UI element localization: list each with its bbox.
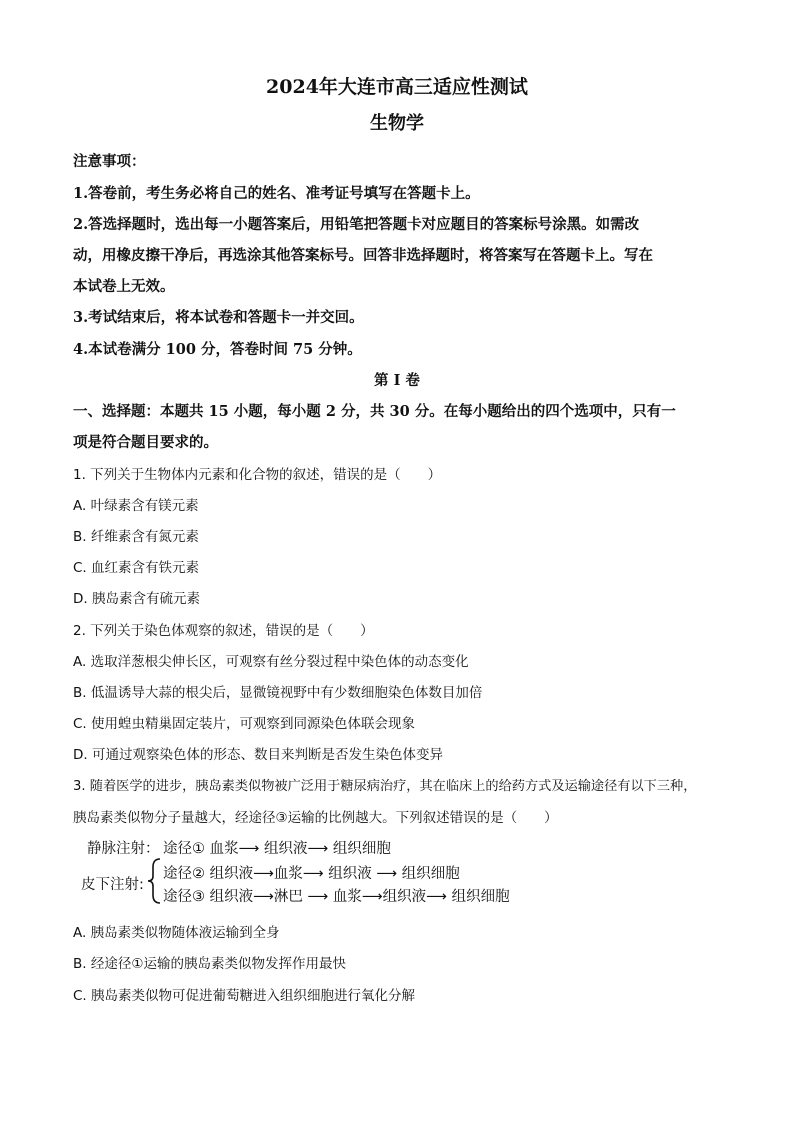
iv-injection-label: 静脉注射： — [87, 841, 160, 857]
question-stem-cont: 胰岛素类似物分子量越大，经途径③运输的比例越大。下列叙述错误的是（ ） — [73, 810, 558, 826]
option-d: D. 胰岛素含有硫元素 — [73, 591, 200, 607]
notice-line: 4.本试卷满分 100 分，答卷时间 75 分钟。 — [73, 341, 362, 358]
sc-injection-label: 皮下注射: — [81, 877, 144, 893]
volume-label: 第 I 卷 — [374, 372, 420, 389]
question-stem: 3. 随着医学的进步，胰岛素类似物被广泛用于糖尿病治疗，其在临床上的给药方式及运输途径有以下三种， — [73, 779, 697, 794]
section-heading: 一、选择题：本题共 15 小题，每小题 2 分，共 30 分。在每小题给出的四个选项中，只有一 — [73, 403, 676, 420]
option-b: B. 经途径①运输的胰岛素类似物发挥作用最快 — [73, 956, 346, 972]
notice-line: 3.考试结束后，将本试卷和答题卡一并交回。 — [73, 309, 364, 326]
notice-line: 2.答选择题时，选出每一小题答案后，用铅笔把答题卡对应题目的答案标号涂黑。如需改 — [73, 216, 640, 233]
option-a: A. 叶绿素含有镁元素 — [73, 498, 199, 514]
option-b: B. 低温诱导大蒜的根尖后，显微镜视野中有少数细胞染色体数目加倍 — [73, 685, 483, 701]
option-c: C. 使用蝗虫精巢固定装片，可观察到同源染色体联会现象 — [73, 716, 416, 732]
option-c: C. 血红素含有铁元素 — [73, 560, 200, 576]
question-stem: 2. 下列关于染色体观察的叙述，错误的是（ ） — [73, 623, 374, 639]
option-c: C. 胰岛素类似物可促进葡萄糖进入组织细胞进行氧化分解 — [73, 988, 416, 1004]
question-stem: 1. 下列关于生物体内元素和化合物的叙述，错误的是（ ） — [73, 467, 442, 483]
section-heading-cont: 项是符合题目要求的。 — [73, 434, 218, 451]
notice-heading: 注意事项： — [73, 153, 146, 170]
option-a: A. 选取洋葱根尖伸长区，可观察有丝分裂过程中染色体的动态变化 — [73, 654, 469, 670]
option-d: D. 可通过观察染色体的形态、数目来判断是否发生染色体变异 — [73, 747, 443, 763]
route-2: 途径② 组织液⟶血浆⟶ 组织液 ⟶ 组织细胞 — [163, 866, 460, 882]
notice-line: 动，用橡皮擦干净后，再选涂其他答案标号。回答非选择题时，将答案写在答题卡上。写在 — [73, 247, 653, 264]
option-b: B. 纤维素含有氮元素 — [73, 529, 199, 545]
subject-title: 生物学 — [370, 113, 424, 134]
notice-line: 1.答卷前，考生务必将自己的姓名、准考证号填写在答题卡上。 — [73, 185, 480, 202]
option-a: A. 胰岛素类似物随体液运输到全身 — [73, 925, 280, 941]
exam-title: 2024年大连市高三适应性测试 — [266, 76, 528, 98]
route-3: 途径③ 组织液⟶淋巴 ⟶ 血浆⟶组织液⟶ 组织细胞 — [163, 889, 510, 905]
notice-line: 本试卷上无效。 — [73, 278, 175, 295]
route-1: 途径① 血浆⟶ 组织液⟶ 组织细胞 — [163, 841, 391, 857]
brace-icon — [146, 857, 162, 905]
